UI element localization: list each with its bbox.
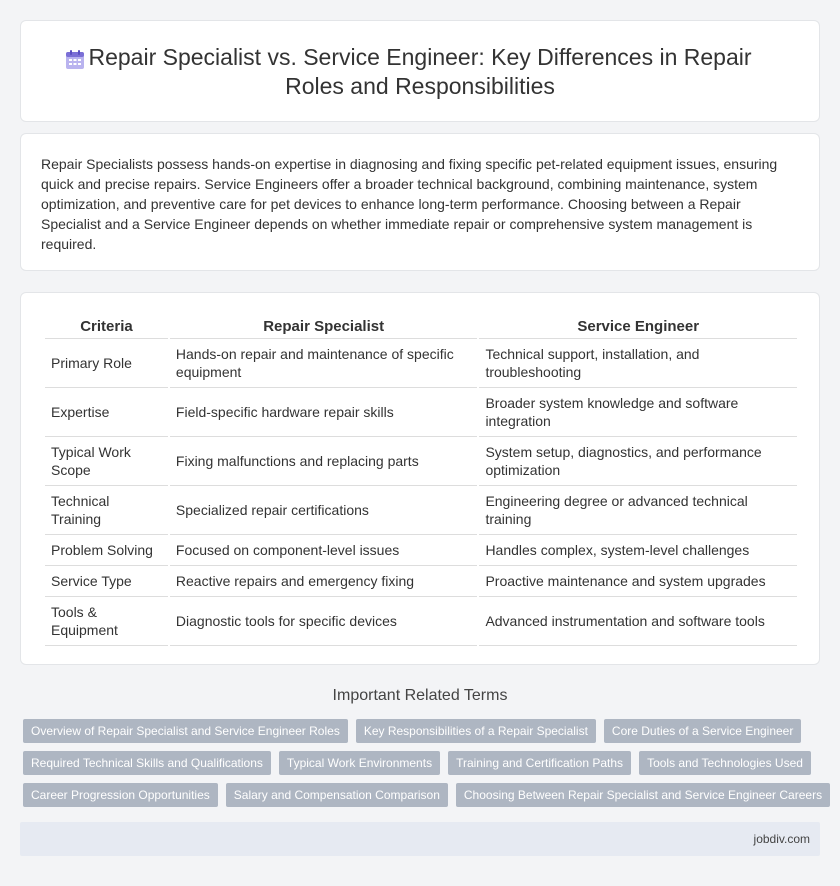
related-term-chip[interactable]: Career Progression Opportunities	[23, 783, 218, 807]
intro-card	[20, 133, 820, 271]
table-cell-criteria: Problem Solving	[45, 535, 168, 566]
footer-site-link[interactable]: jobdiv.com	[753, 832, 810, 846]
table-cell-service-engineer: Handles complex, system-level challenges	[479, 535, 797, 566]
related-term-chip[interactable]: Tools and Technologies Used	[639, 751, 811, 775]
table-row	[45, 486, 797, 535]
table-row	[45, 437, 797, 486]
table-cell-criteria: Typical Work Scope	[45, 437, 168, 486]
table-cell-service-engineer: Technical support, installation, and troubleshooting	[479, 339, 797, 388]
table-row	[45, 597, 797, 646]
table-cell-repair-specialist: Fixing malfunctions and replacing parts	[170, 437, 478, 486]
table-cell-repair-specialist: Focused on component-level issues	[170, 535, 478, 566]
header-service-engineer: Service Engineer	[479, 313, 797, 339]
comparison-table	[43, 313, 799, 646]
table-cell-repair-specialist: Hands-on repair and maintenance of specific equipment	[170, 339, 478, 388]
related-terms-heading: Important Related Terms	[332, 687, 508, 704]
table-row	[45, 566, 797, 597]
related-term-chip[interactable]: Required Technical Skills and Qualifications	[23, 751, 271, 775]
footer	[20, 822, 820, 856]
related-term-chip[interactable]: Key Responsibilities of a Repair Specialist	[356, 719, 596, 743]
table-cell-service-engineer: Engineering degree or advanced technical training	[479, 486, 797, 535]
table-row	[45, 388, 797, 437]
related-term-chip[interactable]: Salary and Compensation Comparison	[226, 783, 448, 807]
table-cell-criteria: Primary Role	[45, 339, 168, 388]
table-header-row	[45, 313, 797, 339]
table-cell-criteria: Expertise	[45, 388, 168, 437]
table-row	[45, 339, 797, 388]
table-cell-criteria: Service Type	[45, 566, 168, 597]
table-cell-repair-specialist: Diagnostic tools for specific devices	[170, 597, 478, 646]
table-cell-service-engineer: Broader system knowledge and software integration	[479, 388, 797, 437]
table-cell-service-engineer: Advanced instrumentation and software tools	[479, 597, 797, 646]
intro-paragraph: Repair Specialists possess hands-on expertise in diagnosing and fixing specific pet-related equipment issues, ensuring quick and precise repairs. Service Engineers offer a broader technical background, combining maintenance, system optimization, and preventive care for pet devices to enhance long-term performance. Choosing between a Repair Specialist and a Service Engineer depends on whether immediate repair or comprehensive system management is required.	[41, 156, 778, 252]
related-term-chip[interactable]: Core Duties of a Service Engineer	[604, 719, 801, 743]
table-row	[45, 535, 797, 566]
related-terms-list	[20, 719, 823, 815]
header-criteria: Criteria	[45, 313, 168, 339]
header-card	[20, 20, 820, 122]
related-term-chip[interactable]: Choosing Between Repair Specialist and Service Engineer Careers	[456, 783, 830, 807]
related-term-chip[interactable]: Overview of Repair Specialist and Service Engineer Roles	[23, 719, 348, 743]
comparison-table-card	[20, 292, 820, 665]
table-cell-criteria: Technical Training	[45, 486, 168, 535]
header-repair-specialist: Repair Specialist	[170, 313, 478, 339]
table-cell-service-engineer: Proactive maintenance and system upgrades	[479, 566, 797, 597]
table-cell-repair-specialist: Reactive repairs and emergency fixing	[170, 566, 478, 597]
page-title: Repair Specialist vs. Service Engineer: Key Differences in Repair Roles and Responsibilities	[88, 44, 752, 99]
table-cell-service-engineer: System setup, diagnostics, and performance optimization	[479, 437, 797, 486]
related-term-chip[interactable]: Typical Work Environments	[279, 751, 440, 775]
related-term-chip[interactable]: Training and Certification Paths	[448, 751, 631, 775]
table-cell-repair-specialist: Field-specific hardware repair skills	[170, 388, 478, 437]
table-cell-repair-specialist: Specialized repair certifications	[170, 486, 478, 535]
table-cell-criteria: Tools & Equipment	[45, 597, 168, 646]
